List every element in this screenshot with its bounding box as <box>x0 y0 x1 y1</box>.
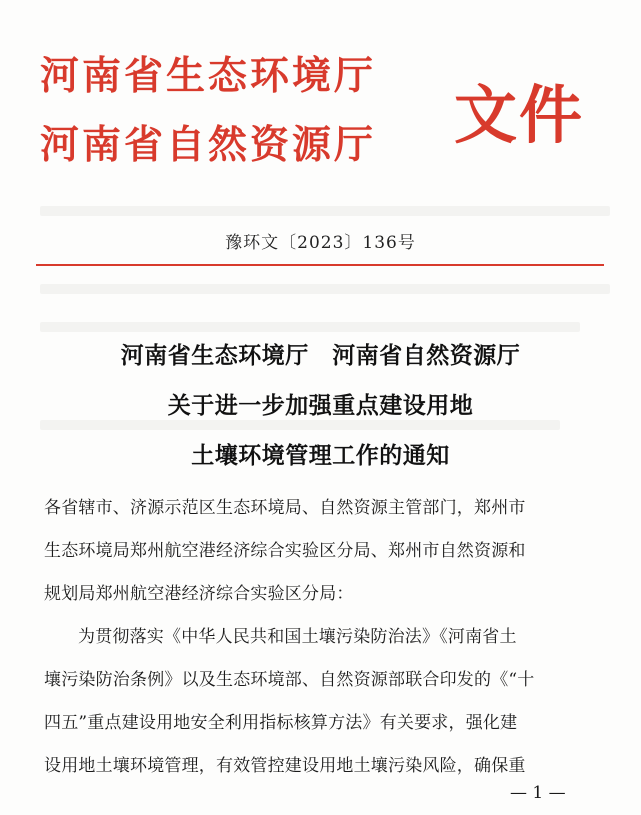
bleed-through-mark <box>40 420 560 430</box>
recipients-line-1: 各省辖市、济源示范区生态环境局、自然资源主管部门，郑州市 <box>44 498 526 518</box>
bleed-through-mark <box>40 206 610 216</box>
header-org-natural-resources: 河南省自然资源厅 <box>40 123 377 168</box>
body-paragraph-line-2: 壤污染防治条例》以及生态环境部、自然资源部联合印发的《“十 <box>44 670 535 690</box>
body-paragraph-line-1: 为贯彻落实《中华人民共和国土壤污染防治法》《河南省土 <box>78 627 517 647</box>
bleed-through-mark <box>40 322 580 332</box>
recipients-line-3: 规划局郑州航空港经济综合实验区分局： <box>44 584 354 604</box>
red-separator-rule <box>36 264 604 266</box>
bleed-through-mark <box>40 284 610 294</box>
body-paragraph-line-3: 四五”重点建设用地安全利用指标核算方法》有关要求，强化建 <box>44 713 518 733</box>
notice-title-line-1: 河南省生态环境厅 河南省自然资源厅 <box>120 342 521 369</box>
body-paragraph-line-4: 设用地土壤环境管理，有效管控建设用地土壤污染风险，确保重 <box>44 756 526 776</box>
page-number: — 1 — <box>510 783 566 803</box>
document-number: 豫环文〔2023〕136号 <box>225 233 416 253</box>
header-doc-type: 文件 <box>454 79 584 152</box>
notice-title-line-3: 土壤环境管理工作的通知 <box>191 442 450 469</box>
header-org-environment: 河南省生态环境厅 <box>40 54 377 99</box>
recipients-line-2: 生态环境局郑州航空港经济综合实验区分局、郑州市自然资源和 <box>44 541 526 561</box>
notice-title-line-2: 关于进一步加强重点建设用地 <box>167 392 474 419</box>
